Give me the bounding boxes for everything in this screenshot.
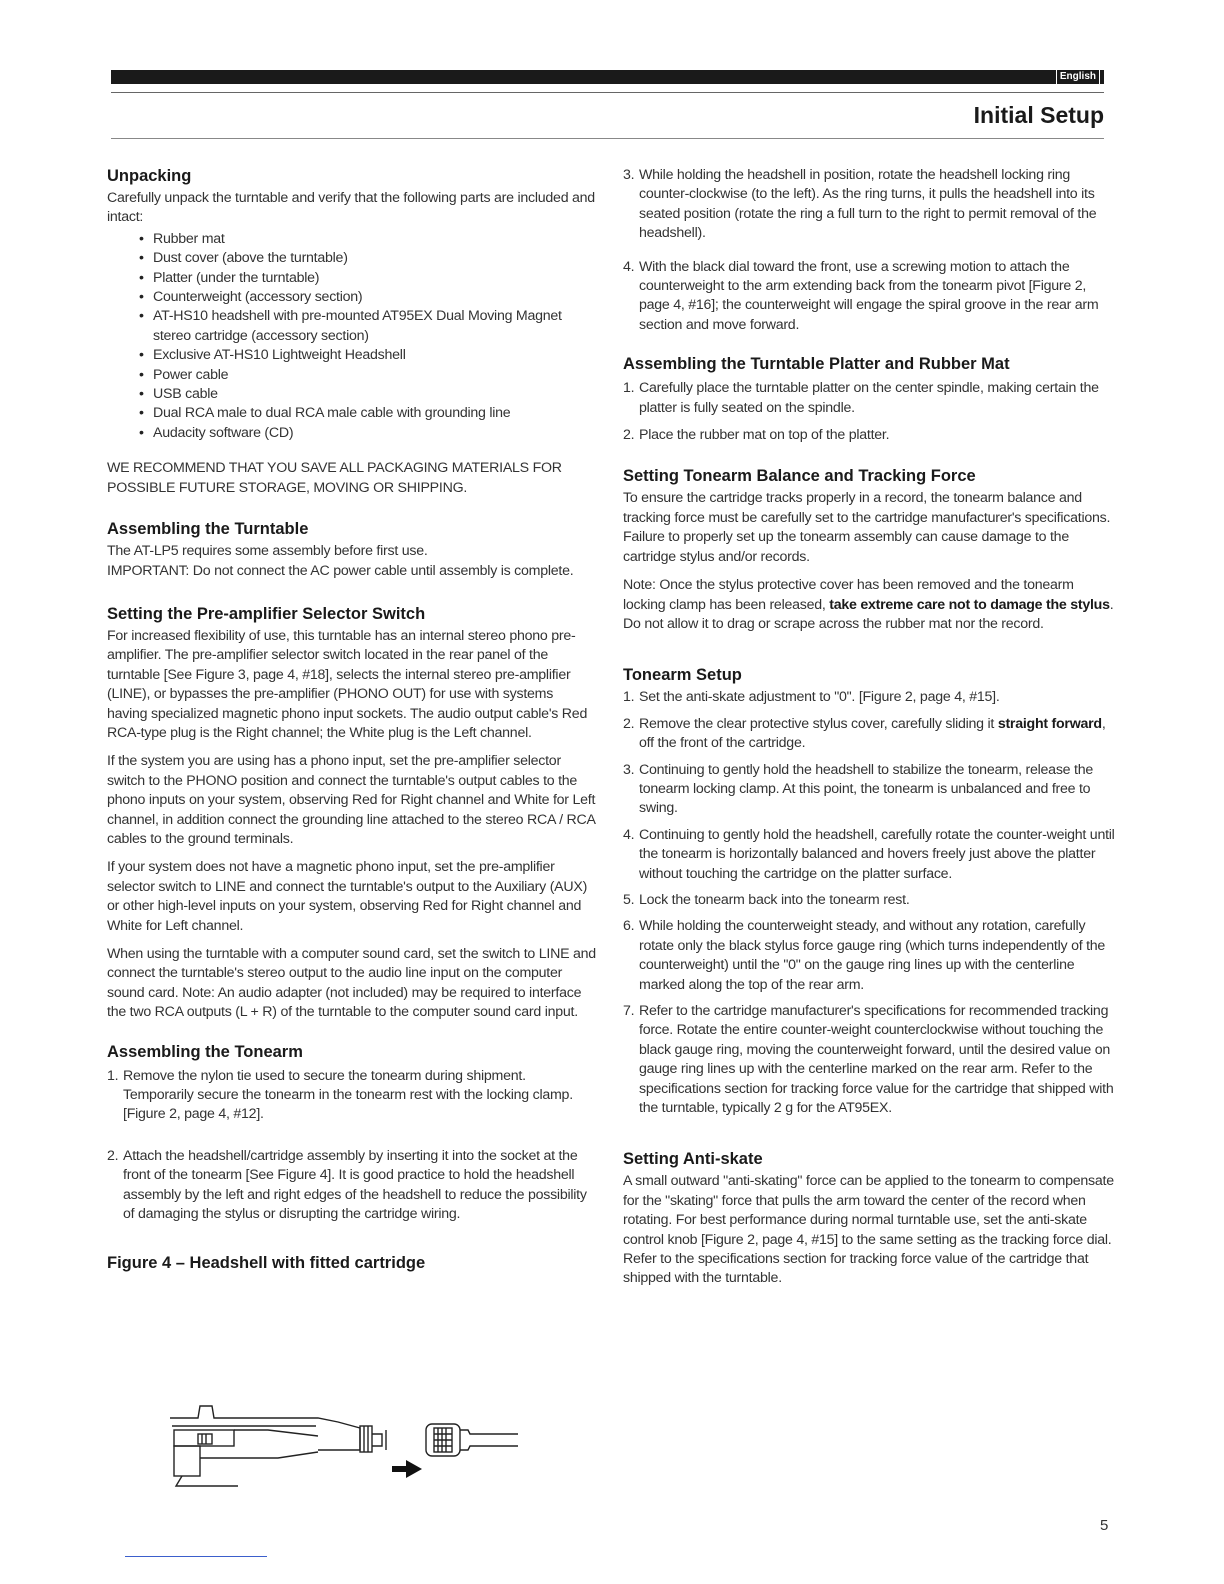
- tonearm-assembly-steps-continued: [623, 166, 1118, 335]
- language-tag: English: [1056, 70, 1100, 84]
- assembly-note: The AT-LP5 requires some assembly before first use.: [107, 543, 428, 560]
- list-item: • Power cable: [139, 366, 597, 385]
- step-text: Refer to the cartridge manufacturer's specifications for recommended tracking force. Rotate the entire counter-weight counterclockwise without touching the black gauge ring, moving the counterweight forward, until the desired value on gauge ring lines up with the centerline marked on the rear arm. Refer to the specifications section for tracking force value for the cartridge that shipped with the turntable, typically 2 g for the AT95EX.: [639, 1003, 1114, 1117]
- platter-steps: [623, 379, 1118, 445]
- list-item: • Platter (under the turntable): [139, 269, 597, 288]
- list-item: • Exclusive AT-HS10 Lightweight Headshell: [139, 346, 597, 365]
- list-item: • Dual RCA male to dual RCA male cable with grounding line: [139, 404, 597, 423]
- step-text: Continuing to gently hold the headshell to stabilize the tonearm, release the tonearm locking clamp. At this point, the tonearm is unbalanced and free to swing.: [639, 761, 1093, 817]
- page-number: 5: [1100, 1517, 1109, 1534]
- header-rule-top: [111, 92, 1104, 93]
- step-number: 1.: [107, 1067, 119, 1084]
- headshell-illustration: [168, 1400, 528, 1490]
- step-number: 2.: [107, 1147, 119, 1164]
- list-item: 5. Lock the tonearm back into the tonearm rest.: [623, 891, 910, 908]
- list-item: [623, 426, 1118, 445]
- step-text: Attach the headshell/cartridge assembly by inserting it into the socket at the front of the tonearm [See Figure 4]. It is good practice to hold the headshell assembly by the left and right edges of the headshell to reduce the possibility of damaging the stylus or disrupting the cartridge wiring.: [123, 1147, 587, 1223]
- right-column: [623, 160, 1118, 1289]
- unpacking-intro: Carefully unpack the turntable and verify that the following parts are included and intact:: [107, 190, 595, 226]
- list-item: [623, 166, 1118, 244]
- list-item: • Audacity software (CD): [139, 424, 597, 443]
- list-item: • Counterweight (accessory section): [139, 288, 597, 307]
- balance-heading: Setting Tonearm Balance and Tracking Force: [623, 467, 976, 486]
- list-item: 4. Continuing to gently hold the headshell, carefully rotate the counter-weight until the tonearm is horizontally balanced and hovers freely just above the platter without touching the cartridge on the platter surface.: [623, 826, 1115, 882]
- note-text: Note: Once the stylus protective cover has been removed and the tonearm locking clamp has been released,: [623, 577, 1074, 613]
- list-item: • AT-HS10 headshell with pre-mounted AT95EX Dual Moving Magnet stereo cartridge (accessory section): [139, 307, 597, 346]
- platter-heading: Assembling the Turntable Platter and Rubber Mat: [623, 355, 1010, 374]
- step-text: Carefully place the turntable platter on the center spindle, making certain the platter is fully seated on the spindle.: [639, 380, 1099, 416]
- antiskate-heading: Setting Anti-skate: [623, 1150, 763, 1169]
- step-number: 1.: [623, 380, 635, 397]
- list-item: 3. Continuing to gently hold the headshell to stabilize the tonearm, release the tonearm locking clamp. At this point, the tonearm is unbalanced and free to swing.: [623, 761, 1093, 817]
- list-item: 7. Refer to the cartridge manufacturer's specifications for recommended tracking force. Rotate the entire counter-weight counterclockwise without touching the black gauge ring, moving the counterweight forward, until the desired value on gauge ring lines up with the centerline marked on the rear arm. Refer to the specifications section for tracking force value for the cartridge that shipped with the turntable, typically 2 g for the AT95EX.: [623, 1003, 1114, 1117]
- footer-rule: [125, 1556, 267, 1557]
- step-text: Lock the tonearm back into the tonearm rest.: [639, 891, 910, 908]
- arrow-right-icon: [392, 1460, 422, 1478]
- preamp-paragraph: If your system does not have a magnetic phono input, set the pre-amplifier selector switch to LINE and connect the turntable's output to the Auxiliary (AUX) or other high-level inputs on your system, observing Red for Right channel and White for Left channel.: [107, 859, 588, 934]
- step-text: With the black dial toward the front, use a screwing motion to attach the counterweight to the arm extending back from the tonearm pivot [Figure 2, page 4, #16]; the counterweight will engage the spiral groove in the rear arm section and move forward.: [639, 258, 1099, 333]
- headshell-figure: [168, 1400, 528, 1490]
- unpacking-heading: Unpacking: [107, 167, 192, 185]
- step-text: Continuing to gently hold the headshell, carefully rotate the counter-weight until the tonearm is horizontally balanced and hovers freely just above the platter without touching the cartridge on the platter surface.: [639, 826, 1115, 882]
- list-item: [107, 1067, 597, 1125]
- header-rule-bottom: [111, 138, 1104, 139]
- tonearm-assembly-heading: Assembling the Tonearm: [107, 1042, 303, 1061]
- list-item: [623, 379, 1118, 418]
- list-item: 2. Remove the clear protective stylus cover, carefully sliding it straight forward, off the front of the cartridge.: [623, 715, 1106, 752]
- step-number: 2.: [623, 427, 635, 444]
- preamp-paragraph: If the system you are using has a phono input, set the pre-amplifier selector switch to the PHONO position and connect the turntable's output cables to the phono inputs on your system, observing Red for Right channel and White for Left channel, in addition connect the grounding line attached to the stereo RCA / RCA cables to the ground terminals.: [107, 753, 596, 847]
- step-text: While holding the headshell in position, rotate the headshell locking ring counter-clockwise (to the left). As the ring turns, it pulls the headshell into its seated position (rotate the ring a full turn to the right to permit removal of the headshell).: [639, 167, 1097, 242]
- step-number: 3.: [623, 167, 635, 183]
- step-text: Remove the nylon tie used to secure the tonearm during shipment. Temporarily secure the tonearm in the tonearm rest with the locking clamp. [Figure 2, page 4, #12].: [123, 1067, 573, 1123]
- list-item: [107, 1147, 597, 1225]
- step-text: Set the anti-skate adjustment to "0". [Figure 2, page 4, #15].: [639, 689, 1000, 706]
- step-number: 4.: [623, 258, 635, 275]
- list-item: [623, 258, 1118, 336]
- important-note: IMPORTANT: Do not connect the AC power cable until assembly is complete.: [107, 562, 574, 579]
- balance-paragraph: To ensure the cartridge tracks properly in a record, the tonearm balance and tracking force must be carefully set to the cartridge manufacturer's specifications. Failure to properly set up the tonearm assembly can cause damage to the cartridge stylus and/or records.: [623, 490, 1111, 565]
- list-item: • USB cable: [139, 385, 597, 404]
- step-text: , off the front of the cartridge.: [639, 715, 1106, 752]
- parts-list: [139, 230, 597, 443]
- step-text: Remove the clear protective stylus cover, carefully sliding it: [639, 715, 998, 732]
- step-text: While holding the counterweight steady, and without any rotation, carefully rotate only the black stylus force gauge ring (which turns independently of the counterweight) until the "0" on the gauge ring lines up with the centerline marked along the top of the rear arm.: [639, 918, 1106, 993]
- tonearm-setup-steps: [623, 688, 1118, 1118]
- page-title: Initial Setup: [973, 102, 1104, 128]
- antiskate-paragraph: A small outward "anti-skating" force can be applied to the tonearm to compensate for the "skating" force that pulls the arm toward the center of the record when rotating. For best performance during normal turntable use, set the anti-skate control knob [Figure 2, page 4, #15] to the same setting as the tracking force dial. Refer to the specifications section for tracking force value of the cartridge that shipped with the turntable.: [623, 1173, 1114, 1287]
- header-bar: [111, 70, 1104, 84]
- preamp-paragraph: For increased flexibility of use, this turntable has an internal stereo phono pre-amplifier. The pre-amplifier selector switch located in the rear panel of the turntable [See Figure 3, page 4, #18], selects the internal stereo pre-amplifier (LINE), or bypasses the pre-amplifier (PHONO OUT) for use with systems having specialized magnetic phono input sockets. The audio output cable's Red RCA-type plug is the Right channel; the White plug is the Left channel.: [107, 627, 588, 741]
- list-item: 1. Set the anti-skate adjustment to "0". [Figure 2, page 4, #15].: [623, 689, 1000, 706]
- note-text: . Do not allow it to drag or scrape across the rubber mat nor the record.: [623, 596, 1114, 632]
- packaging-notice: WE RECOMMEND THAT YOU SAVE ALL PACKAGING MATERIALS FOR POSSIBLE FUTURE STORAGE, MOVING OR SHIPPING.: [107, 460, 562, 496]
- list-item: • Rubber mat: [139, 230, 597, 249]
- left-column: [107, 160, 597, 1274]
- list-item: • Dust cover (above the turntable): [139, 249, 597, 268]
- list-item: 6. While holding the counterweight steady, and without any rotation, carefully rotate only the black stylus force gauge ring (which turns independently of the counterweight) until the "0" on the gauge ring lines up with the centerline marked along the top of the rear arm.: [623, 918, 1106, 993]
- tonearm-assembly-steps: [107, 1067, 597, 1225]
- stylus-note: [623, 576, 1118, 634]
- tonearm-setup-heading: Tonearm Setup: [623, 666, 742, 685]
- step-emphasis: straight forward: [997, 715, 1102, 732]
- preamp-heading: Setting the Pre-amplifier Selector Switch: [107, 604, 426, 623]
- assembling-turntable-heading: Assembling the Turntable: [107, 520, 309, 539]
- preamp-paragraph: When using the turntable with a computer sound card, set the switch to LINE and connect the turntable's stereo output to the audio line input on the computer sound card. Note: An audio adapter (not included) may be required to interface the two RCA outputs (L + R) of the turntable to the computer sound card input.: [107, 946, 596, 1021]
- figure-caption: Figure 4 – Headshell with fitted cartridge: [107, 1254, 426, 1273]
- note-emphasis: take extreme care not to damage the stylus: [829, 596, 1110, 613]
- step-text: Place the rubber mat on top of the platter.: [639, 427, 890, 444]
